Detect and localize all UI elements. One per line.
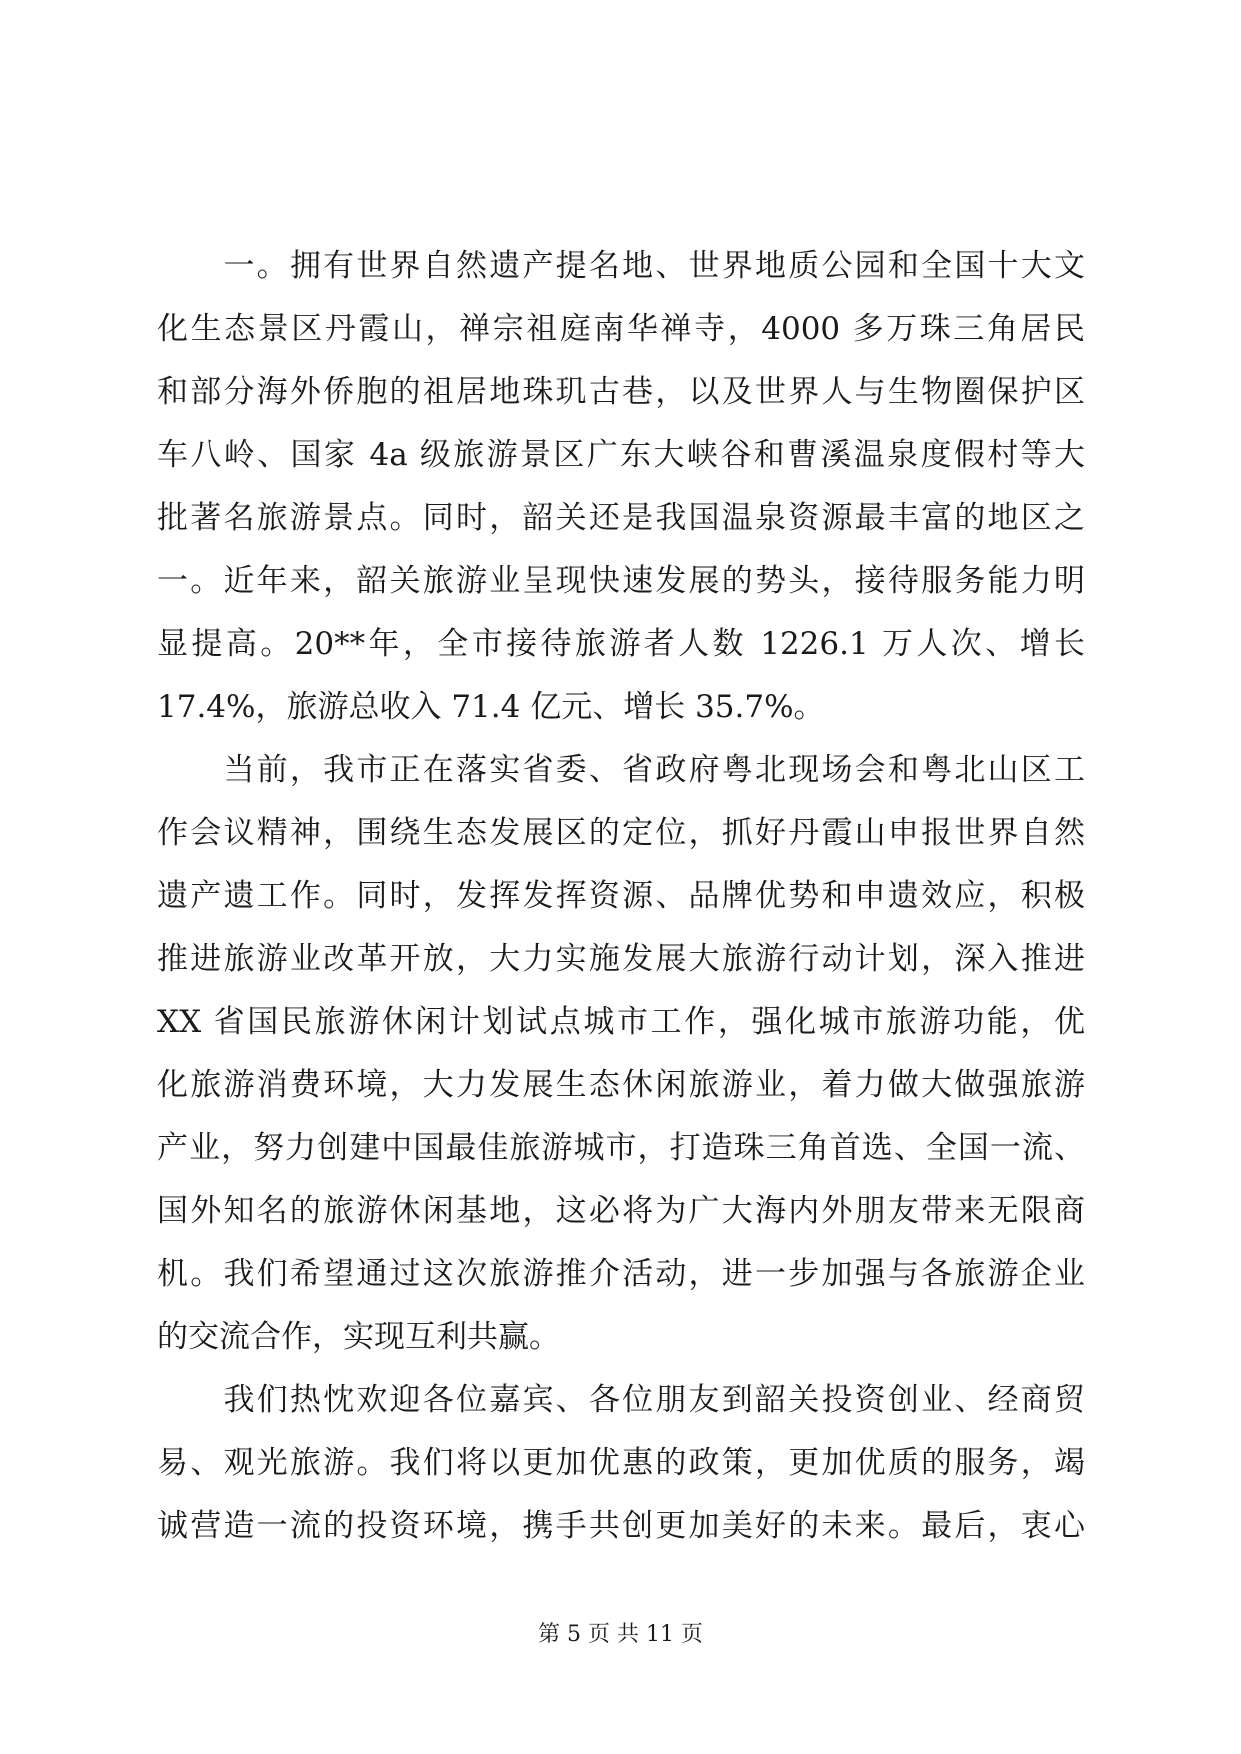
text-line: 国外知名的旅游休闲基地，这必将为广大海内外朋友带来无限商 xyxy=(157,1193,1085,1229)
text-line: 显提高。20**年，全市接待旅游者人数 1226.1 万人次、增长 xyxy=(157,626,1085,662)
text-line: 一。近年来，韶关旅游业呈现快速发展的势头，接待服务能力明 xyxy=(157,563,1085,599)
document-body xyxy=(157,235,1085,1558)
text-line: XX 省国民旅游休闲计划试点城市工作，强化城市旅游功能，优 xyxy=(157,1004,1085,1040)
text-line: 推进旅游业改革开放，大力实施发展大旅游行动计划，深入推进 xyxy=(157,941,1085,977)
text-line: 我们热忱欢迎各位嘉宾、各位朋友到韶关投资创业、经商贸 xyxy=(157,1382,1085,1418)
text-line: 易、观光旅游。我们将以更加优惠的政策，更加优质的服务，竭 xyxy=(157,1445,1085,1481)
text-line: 一。拥有世界自然遗产提名地、世界地质公园和全国十大文 xyxy=(157,248,1085,284)
text-line: 的交流合作，实现互利共赢。 xyxy=(157,1319,560,1355)
text-line: 产业，努力创建中国最佳旅游城市，打造珠三角首选、全国一流、 xyxy=(157,1130,1085,1166)
text-line: 诚营造一流的投资环境，携手共创更加美好的未来。最后，衷心 xyxy=(157,1508,1085,1544)
text-line: 化生态景区丹霞山，禅宗祖庭南华禅寺，4000 多万珠三角居民 xyxy=(157,311,1085,347)
text-line: 作会议精神，围绕生态发展区的定位，抓好丹霞山申报世界自然 xyxy=(157,815,1085,851)
page-number-footer: 第 5 页 共 11 页 xyxy=(538,1622,703,1647)
text-line: 17.4%，旅游总收入 71.4 亿元、增长 35.7%。 xyxy=(157,689,825,725)
text-line: 遗产遗工作。同时，发挥发挥资源、品牌优势和申遗效应，积极 xyxy=(157,878,1085,914)
text-line: 批著名旅游景点。同时，韶关还是我国温泉资源最丰富的地区之 xyxy=(157,500,1085,536)
text-line: 和部分海外侨胞的祖居地珠玑古巷，以及世界人与生物圈保护区 xyxy=(157,374,1085,410)
text-line: 机。我们希望通过这次旅游推介活动，进一步加强与各旅游企业 xyxy=(157,1256,1085,1292)
text-line: 车八岭、国家 4a 级旅游景区广东大峡谷和曹溪温泉度假村等大 xyxy=(157,437,1085,473)
text-line: 当前，我市正在落实省委、省政府粤北现场会和粤北山区工 xyxy=(157,752,1085,788)
text-line: 化旅游消费环境，大力发展生态休闲旅游业，着力做大做强旅游 xyxy=(157,1067,1085,1103)
